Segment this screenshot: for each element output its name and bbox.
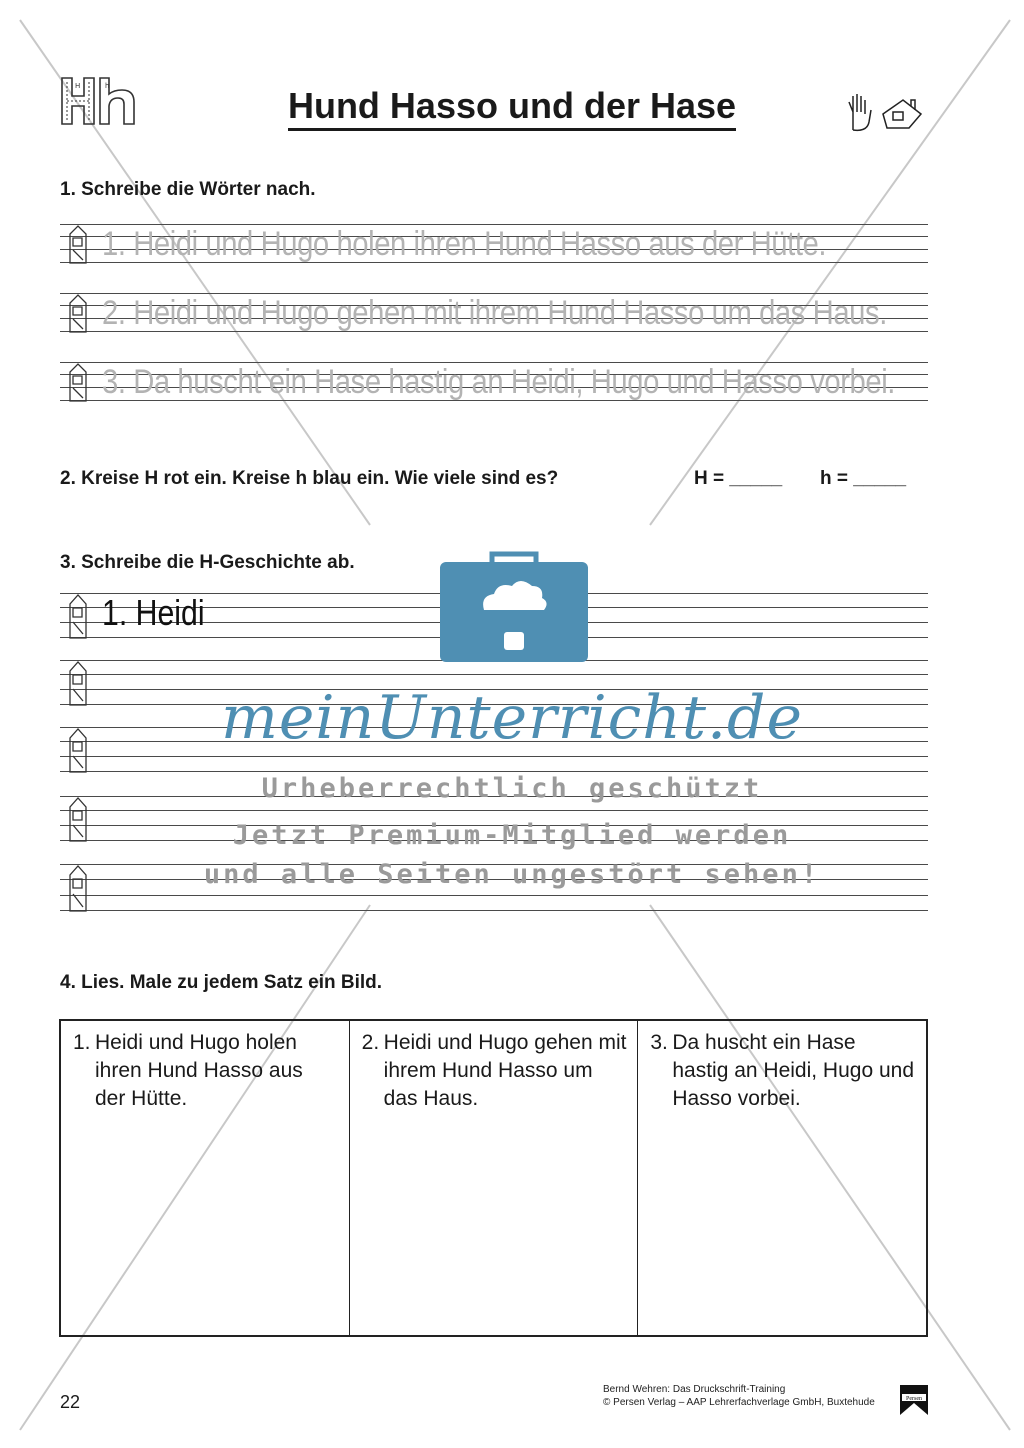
- publisher-logo: [900, 1385, 928, 1415]
- trace-row-3: [60, 362, 928, 402]
- watermark-brand: meinUnterricht.de: [221, 683, 803, 753]
- picture-table: [59, 1019, 928, 1337]
- picture-cell-1[interactable]: [61, 1021, 350, 1335]
- page-number: 22: [60, 1392, 81, 1412]
- picture-cell-2[interactable]: [350, 1021, 639, 1335]
- cell-sentence: Heidi und Hugo gehen mit ihrem Hund Hasso um das Haus.: [383, 1031, 627, 1110]
- task3-heading: 3. Schreibe die H-Geschichte ab.: [60, 552, 355, 573]
- cell-number: 3.: [650, 1031, 668, 1054]
- cell-sentence: Da huscht ein Hase hastig an Heidi, Hugo und Hasso vorbei.: [672, 1031, 915, 1110]
- task1-heading: 1. Schreibe die Wörter nach.: [60, 179, 316, 200]
- cell-number: 1.: [73, 1031, 91, 1054]
- watermark-premium-line-2: und alle Seiten ungestört sehen!: [203, 859, 821, 890]
- watermark-briefcase-cloud-icon: [440, 550, 588, 662]
- cell-number: 2.: [361, 1031, 380, 1054]
- trace-sentence-3: 3. Da huscht ein Hase hastig an Heidi, Hugo und Hasso vorbei.: [102, 363, 895, 401]
- upper-h-count-blank[interactable]: H = _____: [694, 468, 783, 489]
- cell-sentence: Heidi und Hugo holen ihren Hund Hasso aus der Hütte.: [95, 1031, 303, 1110]
- watermark-copyright-notice: Urheberrechtlich geschützt: [261, 773, 763, 804]
- footer-credit-book: Bernd Wehren: Das Druckschrift-Training: [603, 1384, 786, 1395]
- lower-h-count-blank[interactable]: h = _____: [820, 468, 907, 489]
- house-line-guide-icon: [64, 224, 92, 264]
- picture-cell-3[interactable]: [638, 1021, 926, 1335]
- trace-row-2: [60, 293, 928, 333]
- house-line-guide-icon: [64, 362, 92, 402]
- trace-sentence-2: 2. Heidi und Hugo gehen mit ihrem Hund Hasso um das Haus.: [102, 294, 887, 332]
- house-line-guide-icon: [64, 593, 92, 639]
- page-title-text: Hund Hasso und der Hase: [288, 85, 736, 131]
- hand-and-house-icon: [845, 92, 927, 132]
- copy-sample-start: 1. Heidi: [102, 592, 205, 633]
- task4-heading: 4. Lies. Male zu jedem Satz ein Bild.: [60, 972, 383, 993]
- svg-text:Persen: Persen: [906, 1396, 922, 1402]
- trace-row-1: [60, 224, 928, 264]
- footer-credit: [603, 1383, 875, 1409]
- svg-text:H: H: [75, 82, 81, 90]
- house-line-guide-icon: [64, 293, 92, 333]
- svg-text:h: h: [105, 82, 110, 90]
- footer-credit-publisher: © Persen Verlag – AAP Lehrerfachverlage GmbH, Buxtehude: [603, 1397, 875, 1408]
- watermark-premium-line-1: Jetzt Premium-Mitglied werden: [232, 820, 792, 851]
- task2-heading: 2. Kreise H rot ein. Kreise h blau ein. Wie viele sind es?: [60, 468, 559, 489]
- trace-sentence-1: 1. Heidi und Hugo holen ihren Hund Hasso aus der Hütte.: [102, 225, 827, 263]
